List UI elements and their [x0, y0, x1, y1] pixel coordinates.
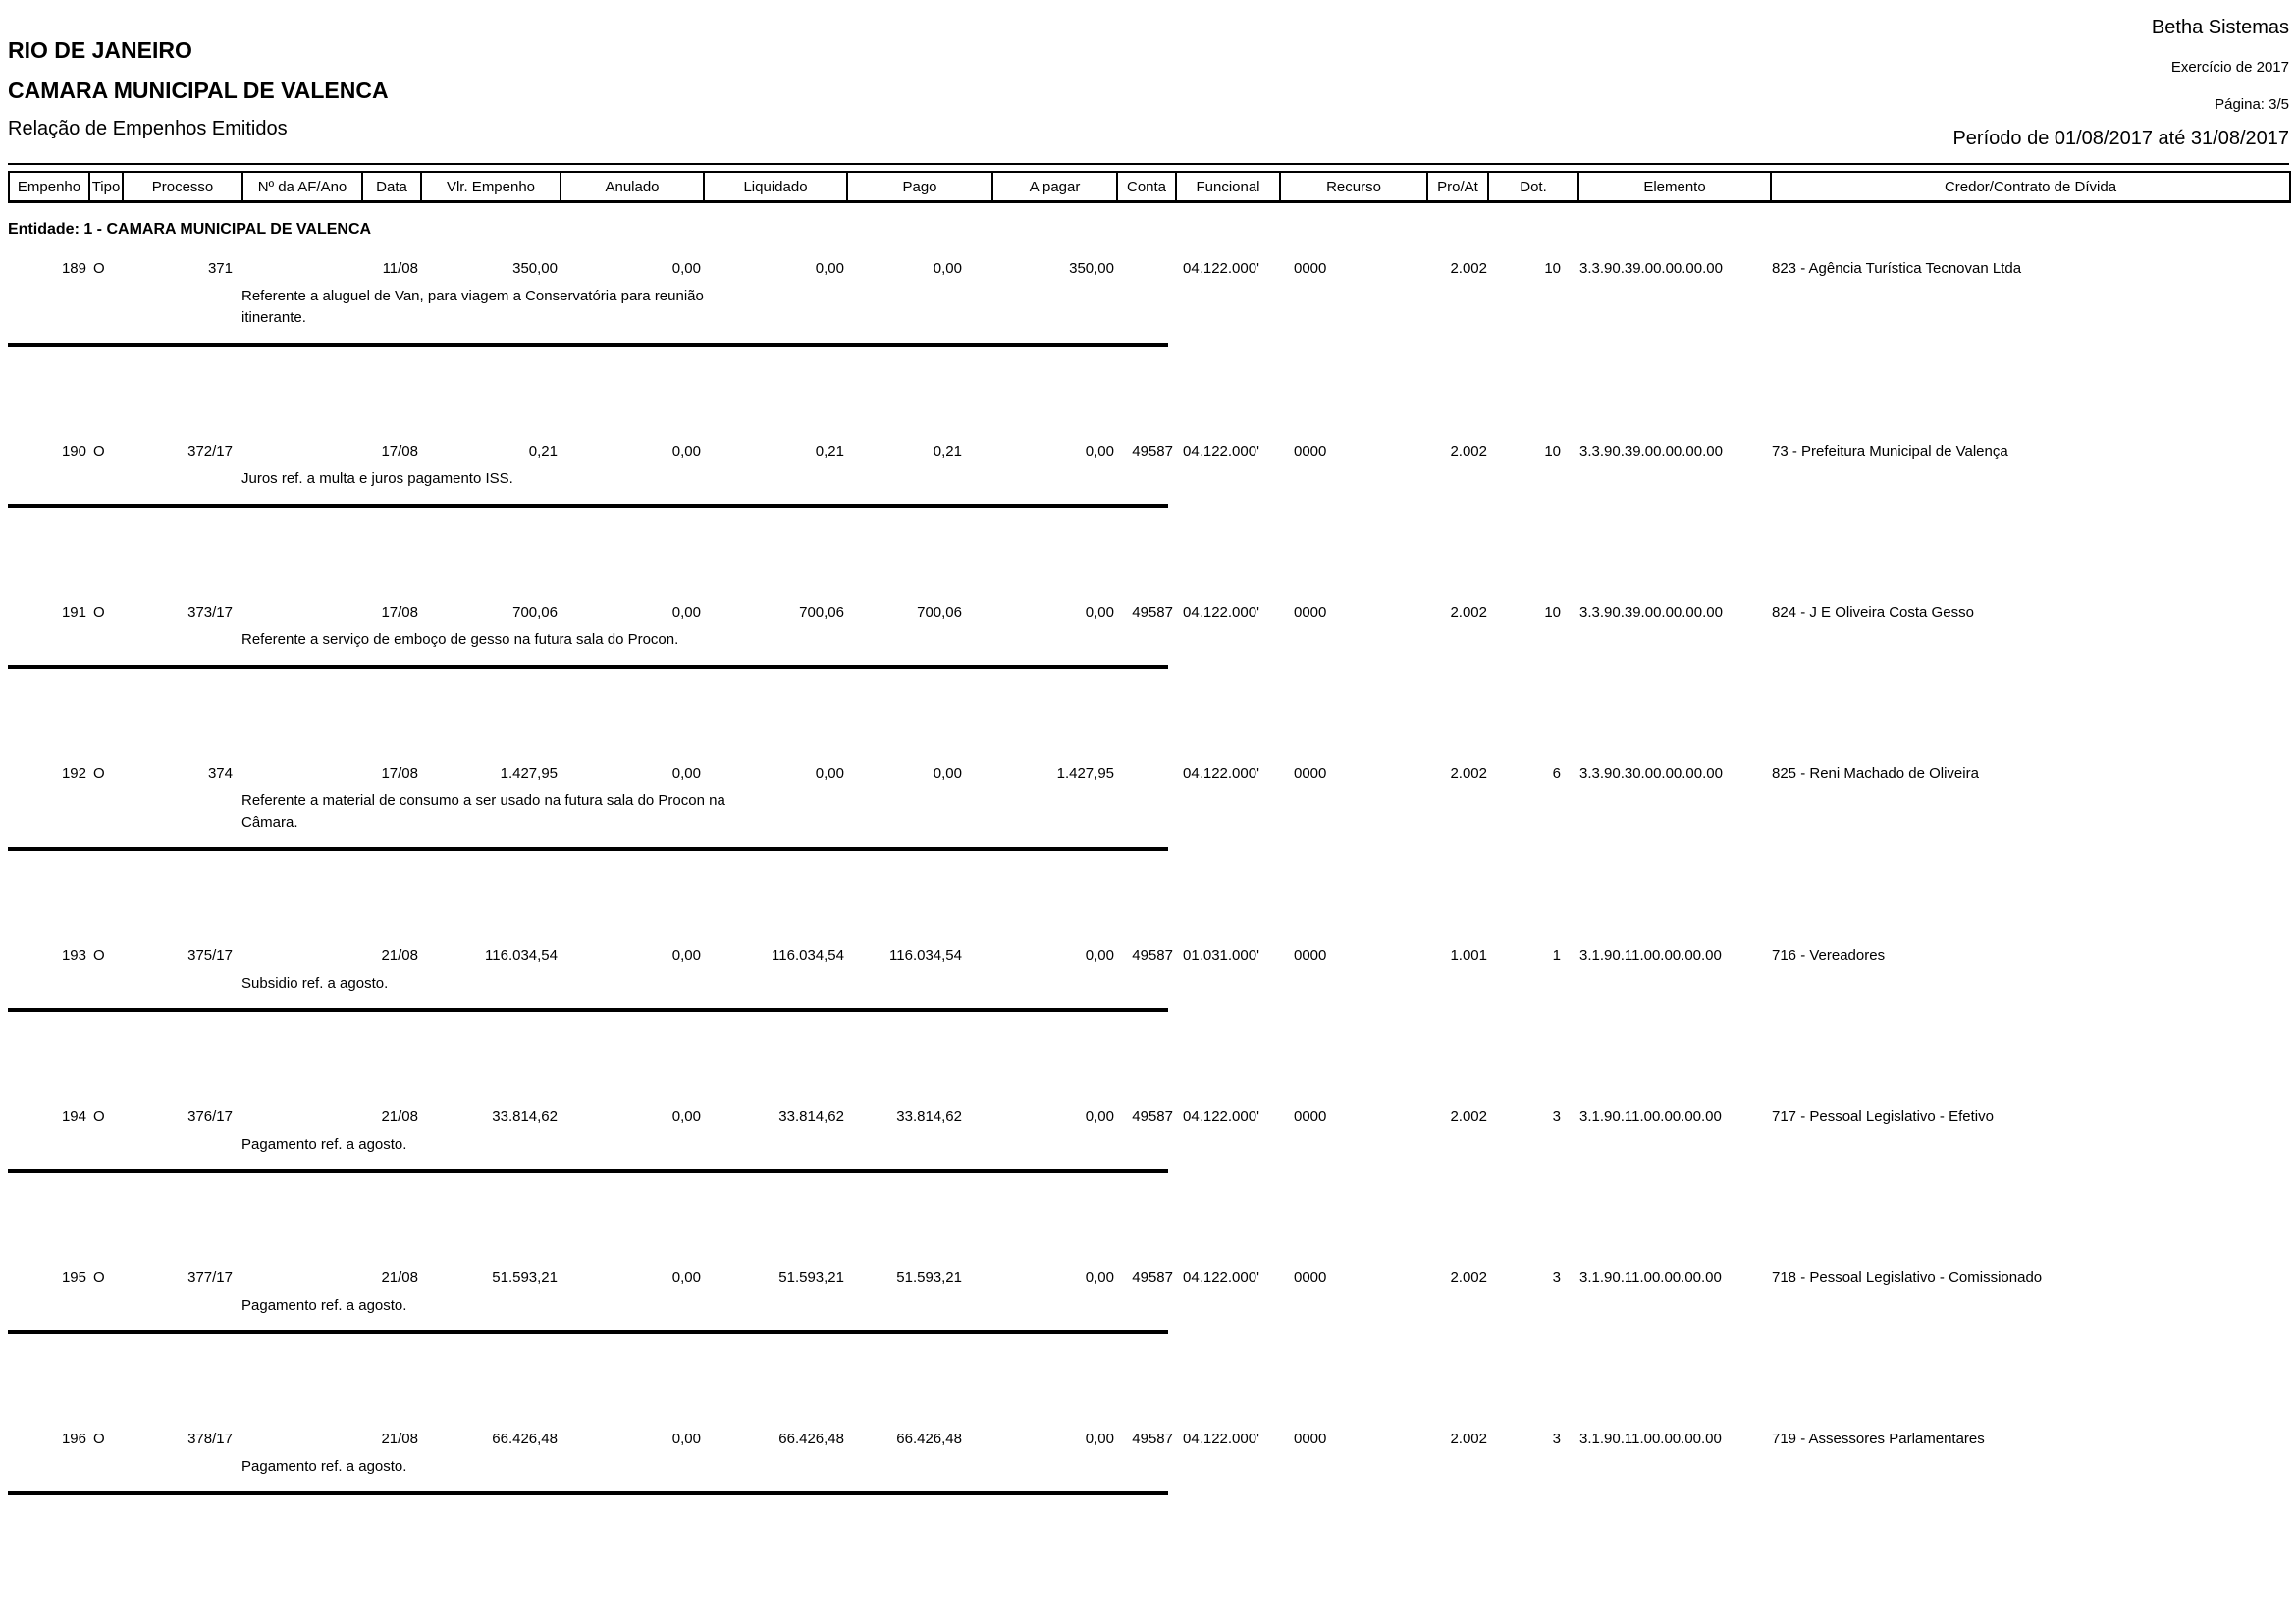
- empenho-values-row: [8, 763, 2289, 784]
- cell-empenho: 196: [61, 1431, 86, 1447]
- cell-data: 21/08: [381, 947, 418, 964]
- cell-liquidado: 116.034,54: [772, 947, 844, 964]
- row-description: Pagamento ref. a agosto.: [241, 1297, 407, 1314]
- empenho-row: [8, 1107, 2289, 1173]
- cell-af_ano: [241, 441, 361, 462]
- column-header-14: Dot.: [1489, 173, 1579, 200]
- cell-af_ano: [241, 946, 361, 967]
- state-name: RIO DE JANEIRO: [8, 37, 192, 63]
- cell-credor: 823 - Agência Turística Tecnovan Ltda: [1772, 260, 2022, 277]
- cell-pago: 0,21: [933, 443, 962, 460]
- cell-funcional: 04.122.000': [1183, 443, 1259, 460]
- cell-tipo: O: [93, 260, 105, 277]
- page-header: [8, 0, 2289, 163]
- row-description: Referente a serviço de emboço de gesso na futura sala do Procon.: [241, 631, 679, 648]
- cell-processo: 371: [207, 260, 233, 277]
- cell-recurso: 0000: [1294, 947, 1327, 964]
- empenho-row: [8, 1268, 2289, 1334]
- row-separator: [8, 1169, 1168, 1173]
- cell-a_pagar: 1.427,95: [1056, 765, 1114, 782]
- cell-data: 11/08: [382, 260, 418, 277]
- cell-liquidado: 66.426,48: [778, 1431, 844, 1447]
- column-header-16: Credor/Contrato de Dívida: [1772, 173, 2291, 200]
- cell-af_ano: [241, 763, 361, 784]
- cell-funcional: 01.031.000': [1183, 947, 1259, 964]
- cell-pro_at: 2.002: [1450, 1109, 1487, 1125]
- cell-credor: 719 - Assessores Parlamentares: [1772, 1431, 1985, 1447]
- report-title: Relação de Empenhos Emitidos: [8, 118, 288, 139]
- entity-line: Entidade: 1 - CAMARA MUNICIPAL DE VALENCA: [8, 221, 372, 238]
- cell-pago: 51.593,21: [896, 1270, 962, 1286]
- column-header-7: Liquidado: [705, 173, 848, 200]
- cell-processo: 378/17: [187, 1431, 233, 1447]
- cell-processo: 377/17: [187, 1270, 233, 1286]
- cell-anulado: 0,00: [671, 947, 701, 964]
- cell-liquidado: 33.814,62: [778, 1109, 844, 1125]
- cell-dot: 3: [1552, 1270, 1561, 1286]
- cell-dot: 3: [1552, 1431, 1561, 1447]
- cell-empenho: 190: [61, 443, 86, 460]
- cell-a_pagar: 0,00: [1085, 1270, 1114, 1286]
- row-separator: [8, 504, 1168, 508]
- cell-conta: 49587: [1132, 1109, 1173, 1125]
- cell-data: 21/08: [381, 1270, 418, 1286]
- cell-liquidado: 51.593,21: [778, 1270, 844, 1286]
- cell-empenho: 193: [61, 947, 86, 964]
- cell-pro_at: 2.002: [1450, 765, 1487, 782]
- empenho-values-row: [8, 1268, 2289, 1289]
- cell-af_ano: [241, 602, 361, 623]
- column-header-0: Empenho: [10, 173, 90, 200]
- cell-recurso: 0000: [1294, 1431, 1327, 1447]
- cell-elemento: 3.3.90.39.00.00.00.00: [1579, 604, 1723, 621]
- cell-vlr_empenho: 51.593,21: [492, 1270, 558, 1286]
- cell-recurso: 0000: [1294, 604, 1327, 621]
- cell-tipo: O: [93, 1431, 105, 1447]
- cell-anulado: 0,00: [671, 443, 701, 460]
- cell-dot: 3: [1552, 1109, 1561, 1125]
- cell-funcional: 04.122.000': [1183, 1431, 1259, 1447]
- cell-af_ano: [241, 1429, 361, 1450]
- row-description: Referente a material de consumo a ser usado na futura sala do Procon na Câmara.: [241, 792, 725, 831]
- column-header-6: Anulado: [561, 173, 705, 200]
- cell-empenho: 195: [61, 1270, 86, 1286]
- cell-pago: 66.426,48: [896, 1431, 962, 1447]
- cell-empenho: 191: [61, 604, 86, 621]
- column-header-3: Nº da AF/Ano: [243, 173, 363, 200]
- cell-pago: 700,06: [917, 604, 962, 621]
- cell-funcional: 04.122.000': [1183, 260, 1259, 277]
- cell-elemento: 3.1.90.11.00.00.00.00: [1579, 947, 1722, 964]
- empenho-row: [8, 441, 2289, 508]
- cell-vlr_empenho: 66.426,48: [492, 1431, 558, 1447]
- cell-pro_at: 2.002: [1450, 604, 1487, 621]
- column-header-5: Vlr. Empenho: [422, 173, 561, 200]
- page-number: Página: 3/5: [2215, 96, 2289, 113]
- cell-recurso: 0000: [1294, 443, 1327, 460]
- column-header-2: Processo: [124, 173, 243, 200]
- cell-funcional: 04.122.000': [1183, 765, 1259, 782]
- cell-recurso: 0000: [1294, 1109, 1327, 1125]
- column-header-10: Conta: [1118, 173, 1177, 200]
- table-body: [8, 258, 2289, 1495]
- cell-dot: 10: [1544, 443, 1561, 460]
- cell-a_pagar: 0,00: [1085, 1109, 1114, 1125]
- header-divider: [8, 163, 2289, 165]
- cell-vlr_empenho: 0,21: [528, 443, 558, 460]
- cell-pro_at: 2.002: [1450, 443, 1487, 460]
- cell-anulado: 0,00: [671, 765, 701, 782]
- cell-vlr_empenho: 33.814,62: [492, 1109, 558, 1125]
- cell-tipo: O: [93, 947, 105, 964]
- cell-processo: 376/17: [187, 1109, 233, 1125]
- empenho-row: [8, 946, 2289, 1012]
- cell-credor: 717 - Pessoal Legislativo - Efetivo: [1772, 1109, 1994, 1125]
- cell-pro_at: 2.002: [1450, 260, 1487, 277]
- cell-recurso: 0000: [1294, 260, 1327, 277]
- row-description: Pagamento ref. a agosto.: [241, 1458, 407, 1475]
- cell-funcional: 04.122.000': [1183, 604, 1259, 621]
- cell-af_ano: [241, 258, 361, 280]
- empenho-row: [8, 602, 2289, 669]
- cell-elemento: 3.3.90.39.00.00.00.00: [1579, 260, 1723, 277]
- column-header-13: Pro/At: [1428, 173, 1489, 200]
- row-description: Pagamento ref. a agosto.: [241, 1136, 407, 1153]
- cell-conta: 49587: [1132, 443, 1173, 460]
- cell-pago: 0,00: [933, 765, 962, 782]
- cell-dot: 10: [1544, 604, 1561, 621]
- cell-vlr_empenho: 1.427,95: [500, 765, 558, 782]
- table-header-row: [8, 171, 2291, 203]
- cell-processo: 372/17: [187, 443, 233, 460]
- cell-dot: 1: [1552, 947, 1561, 964]
- cell-conta: [1116, 763, 1175, 784]
- cell-funcional: 04.122.000': [1183, 1109, 1259, 1125]
- cell-conta: 49587: [1132, 947, 1173, 964]
- cell-recurso: 0000: [1294, 765, 1327, 782]
- cell-liquidado: 0,00: [815, 765, 844, 782]
- cell-processo: 375/17: [187, 947, 233, 964]
- row-description: Subsidio ref. a agosto.: [241, 975, 389, 992]
- exercise-label: Exercício de 2017: [2170, 59, 2289, 76]
- cell-empenho: 192: [61, 765, 86, 782]
- empenho-values-row: [8, 1107, 2289, 1128]
- cell-elemento: 3.1.90.11.00.00.00.00: [1579, 1431, 1722, 1447]
- cell-anulado: 0,00: [671, 604, 701, 621]
- cell-elemento: 3.1.90.11.00.00.00.00: [1579, 1109, 1722, 1125]
- cell-tipo: O: [93, 604, 105, 621]
- row-separator: [8, 1008, 1168, 1012]
- cell-pro_at: 2.002: [1450, 1270, 1487, 1286]
- cell-data: 21/08: [381, 1431, 418, 1447]
- empenho-values-row: [8, 602, 2289, 623]
- cell-anulado: 0,00: [671, 260, 701, 277]
- empenho-values-row: [8, 946, 2289, 967]
- empenho-row: [8, 763, 2289, 851]
- column-header-15: Elemento: [1579, 173, 1772, 200]
- empenho-row: [8, 1429, 2289, 1495]
- header-left: [8, 39, 389, 163]
- cell-tipo: O: [93, 765, 105, 782]
- row-separator: [8, 1491, 1168, 1495]
- column-header-9: A pagar: [993, 173, 1118, 200]
- cell-af_ano: [241, 1268, 361, 1289]
- cell-pago: 0,00: [933, 260, 962, 277]
- empenho-row: [8, 258, 2289, 347]
- cell-data: 21/08: [381, 1109, 418, 1125]
- row-description: Referente a aluguel de Van, para viagem a Conservatória para reunião itinerante.: [241, 288, 704, 326]
- row-separator: [8, 847, 1168, 851]
- cell-credor: 824 - J E Oliveira Costa Gesso: [1772, 604, 1974, 621]
- cell-data: 17/08: [381, 443, 418, 460]
- cell-empenho: 189: [61, 260, 86, 277]
- cell-dot: 10: [1544, 260, 1561, 277]
- column-header-4: Data: [363, 173, 422, 200]
- header-right: [1952, 18, 2289, 163]
- empenho-values-row: [8, 258, 2289, 280]
- cell-a_pagar: 0,00: [1085, 604, 1114, 621]
- cell-a_pagar: 350,00: [1069, 260, 1114, 277]
- cell-data: 17/08: [381, 765, 418, 782]
- cell-processo: 373/17: [187, 604, 233, 621]
- cell-funcional: 04.122.000': [1183, 1270, 1259, 1286]
- cell-conta: 49587: [1132, 1270, 1173, 1286]
- cell-liquidado: 0,00: [815, 260, 844, 277]
- cell-elemento: 3.3.90.30.00.00.00.00: [1579, 765, 1723, 782]
- empenho-values-row: [8, 441, 2289, 462]
- cell-conta: [1116, 258, 1175, 280]
- period-label: Período de 01/08/2017 até 31/08/2017: [1952, 128, 2289, 149]
- cell-elemento: 3.3.90.39.00.00.00.00: [1579, 443, 1723, 460]
- cell-vlr_empenho: 700,06: [512, 604, 558, 621]
- cell-anulado: 0,00: [671, 1431, 701, 1447]
- cell-credor: 825 - Reni Machado de Oliveira: [1772, 765, 1979, 782]
- cell-empenho: 194: [61, 1109, 86, 1125]
- cell-a_pagar: 0,00: [1085, 947, 1114, 964]
- cell-credor: 716 - Vereadores: [1772, 947, 1886, 964]
- column-header-12: Recurso: [1281, 173, 1428, 200]
- cell-vlr_empenho: 350,00: [512, 260, 558, 277]
- cell-liquidado: 700,06: [799, 604, 844, 621]
- row-separator: [8, 343, 1168, 347]
- cell-anulado: 0,00: [671, 1270, 701, 1286]
- column-header-11: Funcional: [1177, 173, 1281, 200]
- cell-credor: 73 - Prefeitura Municipal de Valença: [1772, 443, 2008, 460]
- cell-anulado: 0,00: [671, 1109, 701, 1125]
- cell-pago: 116.034,54: [889, 947, 962, 964]
- cell-a_pagar: 0,00: [1085, 1431, 1114, 1447]
- cell-pro_at: 1.001: [1450, 947, 1487, 964]
- cell-data: 17/08: [381, 604, 418, 621]
- cell-tipo: O: [93, 1270, 105, 1286]
- entity-title: CAMARA MUNICIPAL DE VALENCA: [8, 78, 389, 103]
- cell-vlr_empenho: 116.034,54: [485, 947, 558, 964]
- cell-conta: 49587: [1132, 604, 1173, 621]
- row-separator: [8, 1330, 1168, 1334]
- cell-tipo: O: [93, 1109, 105, 1125]
- cell-pro_at: 2.002: [1450, 1431, 1487, 1447]
- empenho-values-row: [8, 1429, 2289, 1450]
- cell-conta: 49587: [1132, 1431, 1173, 1447]
- row-description: Juros ref. a multa e juros pagamento ISS.: [241, 470, 513, 487]
- cell-dot: 6: [1552, 765, 1561, 782]
- row-separator: [8, 665, 1168, 669]
- vendor-name: Betha Sistemas: [2151, 17, 2289, 38]
- cell-a_pagar: 0,00: [1085, 443, 1114, 460]
- cell-pago: 33.814,62: [896, 1109, 962, 1125]
- cell-af_ano: [241, 1107, 361, 1128]
- cell-tipo: O: [93, 443, 105, 460]
- cell-credor: 718 - Pessoal Legislativo - Comissionado: [1772, 1270, 2043, 1286]
- cell-elemento: 3.1.90.11.00.00.00.00: [1579, 1270, 1722, 1286]
- cell-recurso: 0000: [1294, 1270, 1327, 1286]
- column-header-1: Tipo: [90, 173, 124, 200]
- cell-processo: 374: [207, 765, 233, 782]
- cell-liquidado: 0,21: [815, 443, 844, 460]
- column-header-8: Pago: [848, 173, 993, 200]
